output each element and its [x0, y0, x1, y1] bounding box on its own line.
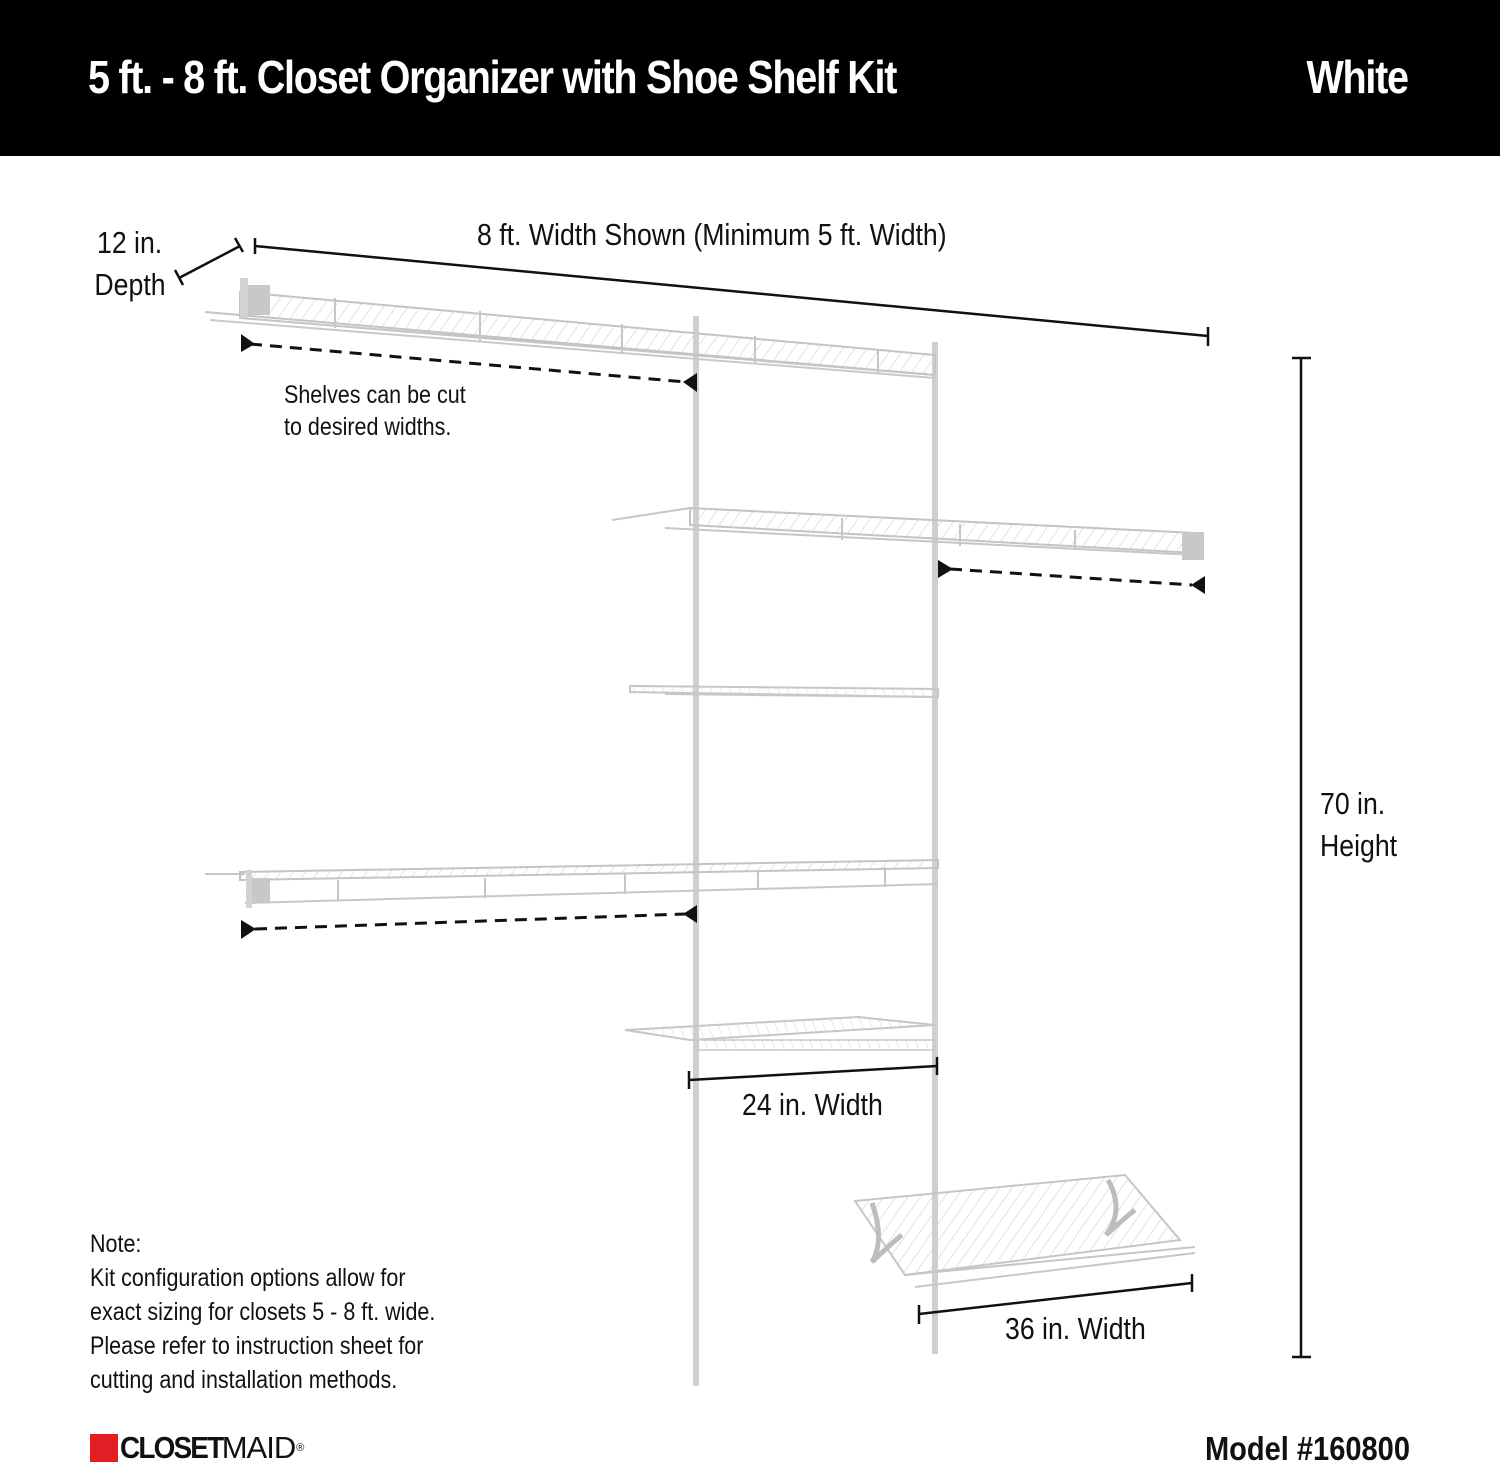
depth-dimension	[175, 238, 243, 285]
depth-label	[94, 222, 166, 306]
model-number: Model #160800	[1204, 1430, 1410, 1467]
note-line: Kit configuration options allow for	[90, 1264, 406, 1292]
logo-square-icon	[90, 1434, 118, 1462]
height-caption: Height	[1320, 827, 1398, 863]
total-width-label: 8 ft. Width Shown (Minimum 5 ft. Width)	[477, 217, 947, 252]
cut-note-line1: Shelves can be cut	[284, 381, 466, 409]
depth-caption: Depth	[94, 266, 166, 302]
shoe-shelf	[855, 1175, 1195, 1287]
height-value: 70 in.	[1320, 786, 1386, 821]
product-title: 5 ft. - 8 ft. Closet Organizer with Shoe Shelf Kit	[88, 51, 897, 103]
product-color: White	[1306, 51, 1408, 103]
registered-mark: ®	[296, 1442, 305, 1454]
cut-note-line2: to desired widths.	[284, 413, 452, 441]
brand-name-thin: MAID	[221, 1430, 296, 1465]
height-label	[1320, 783, 1397, 867]
note-block	[90, 1227, 435, 1397]
shoe-shelf-width-label: 36 in. Width	[1005, 1311, 1146, 1346]
height-dimension	[1292, 358, 1311, 1357]
cut-arrow-right	[938, 560, 1205, 594]
third-shelf	[630, 686, 938, 697]
cut-note-label	[284, 379, 466, 443]
depth-value: 12 in.	[97, 225, 163, 260]
brand-logo	[90, 1430, 305, 1465]
brand-name-bold: CLOSET	[120, 1430, 223, 1465]
note-heading: Note:	[90, 1230, 142, 1258]
second-shelf	[612, 508, 1204, 560]
fourth-shelf	[205, 860, 938, 908]
note-line: cutting and installation methods.	[90, 1366, 398, 1394]
middle-width-label: 24 in. Width	[742, 1087, 883, 1122]
cut-arrow-lower	[241, 905, 697, 939]
top-shelf	[205, 278, 935, 378]
note-line: exact sizing for closets 5 - 8 ft. wide.	[90, 1298, 436, 1326]
fifth-shelf	[625, 1017, 935, 1050]
note-line: Please refer to instruction sheet for	[90, 1332, 424, 1360]
